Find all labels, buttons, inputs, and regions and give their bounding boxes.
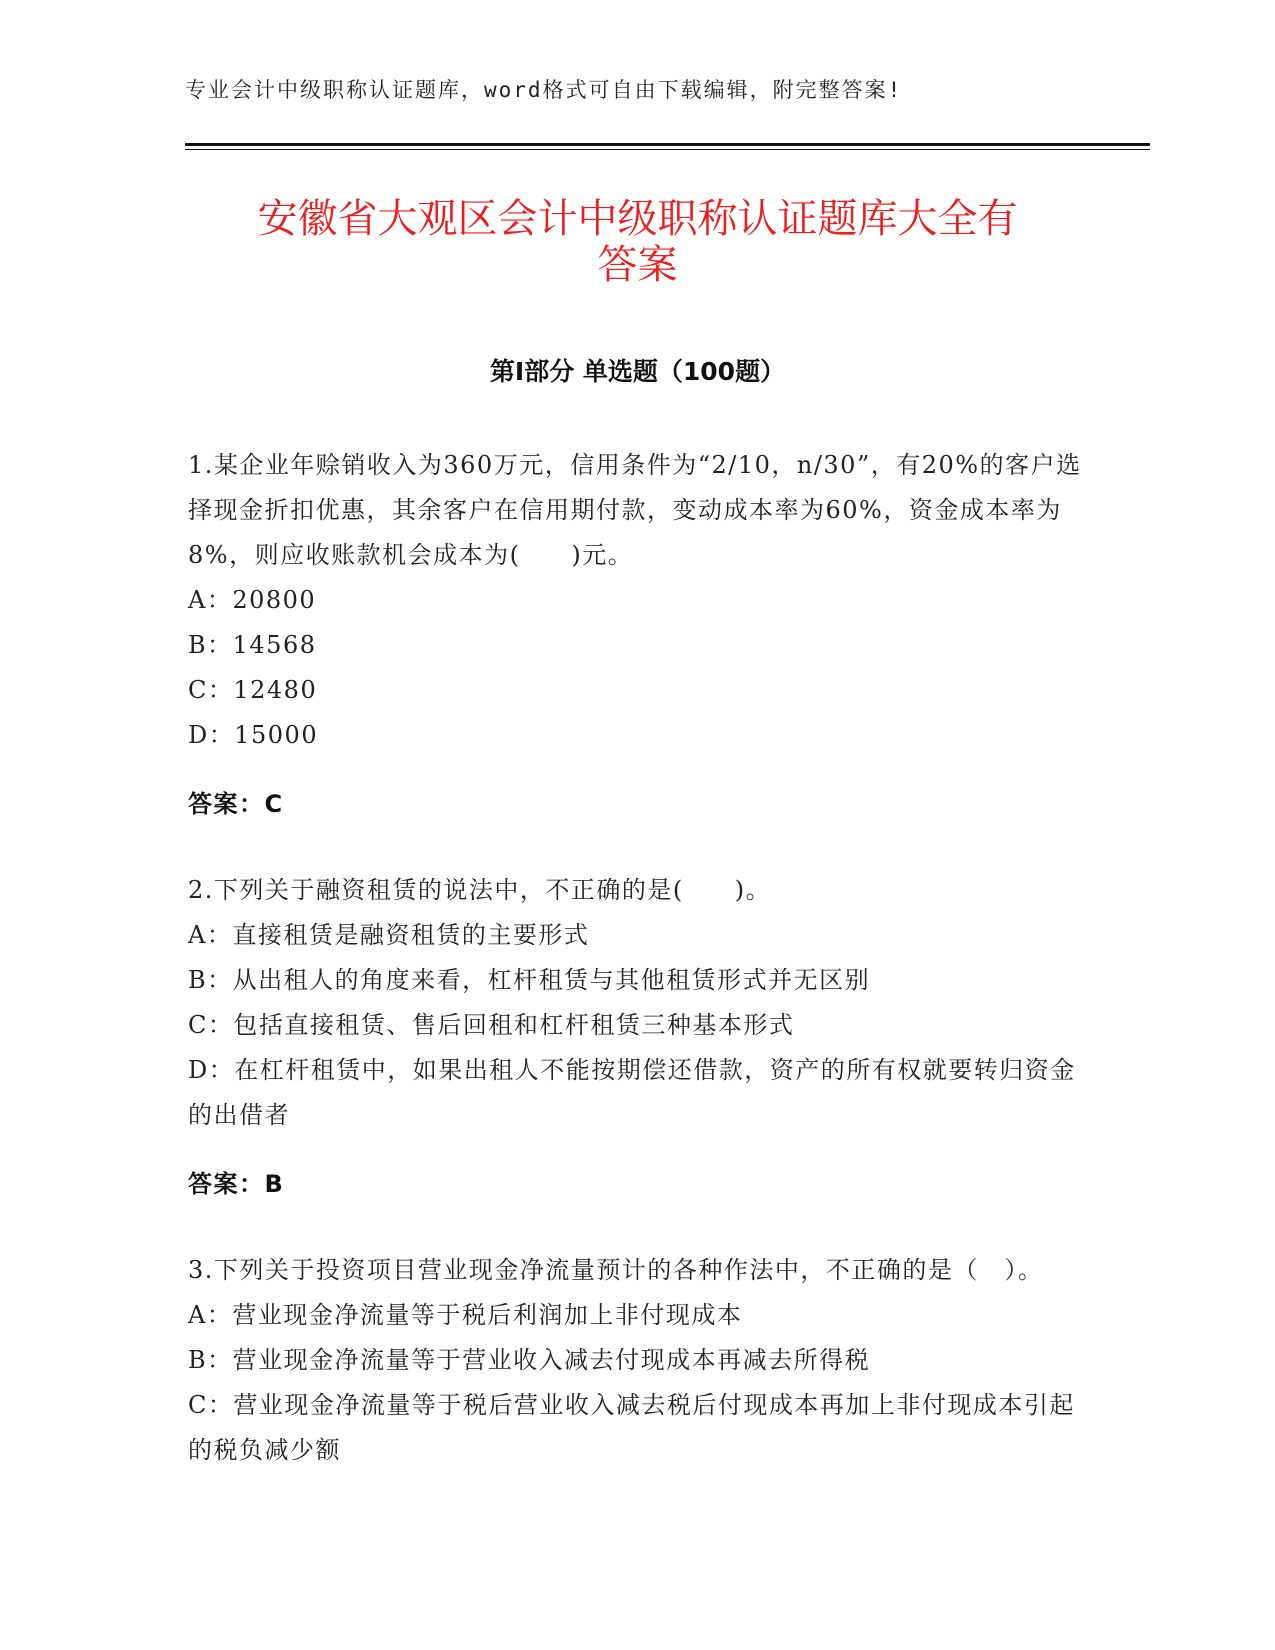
option-b: B：营业现金净流量等于营业收入减去付现成本再减去所得税 [188,1346,871,1374]
option-d: D：在杠杆租赁中，如果出租人不能按期偿还借款，资产的所有权就要转归资金的出借者 [188,1056,1076,1129]
question-stem: 2.下列关于融资租赁的说法中，不正确的是( )。 [188,876,772,904]
section-heading: 第Ⅰ部分 单选题（100题） [489,357,786,386]
option-c: C：12480 [188,676,318,704]
page-header: 专业会计中级职称认证题库，word格式可自由下载编辑，附完整答案! [185,78,903,102]
question-stem: 3.下列关于投资项目营业现金净流量预计的各种作法中，不正确的是（ ）。 [188,1256,1044,1284]
header-rule-thick [185,143,1150,146]
title-line-2: 答案 [597,242,678,288]
option-d: D：15000 [188,721,319,749]
option-a: A：营业现金净流量等于税后利润加上非付现成本 [188,1301,743,1329]
question-list [188,443,1088,1514]
option-c: C：包括直接租赁、售后回租和杠杆租赁三种基本形式 [188,1011,795,1039]
option-b: B：从出租人的角度来看，杠杆租赁与其他租赁形式并无区别 [188,966,871,994]
answer: 答案：B [188,1170,285,1198]
document-title [185,196,1090,288]
header-rule-thin [185,149,1150,150]
question-stem: 1.某企业年赊销收入为360万元，信用条件为“2/10，n/30”，有20%的客户选择现金折扣优惠，其余客户在信用期付款，变动成本率为60%，资金成本率为8%，则应收账款机会成本为( )元。 [188,451,1082,569]
question-3 [188,1248,1088,1473]
option-b: B：14568 [188,631,317,659]
option-a: A：20800 [188,586,317,614]
title-line-1: 安徽省大观区会计中级职称认证题库大全有 [257,196,1018,242]
option-a: A：直接租赁是融资租赁的主要形式 [188,921,590,949]
option-c: C：营业现金净流量等于税后营业收入减去税后付现成本再加上非付现成本引起的税负减少额 [188,1391,1075,1464]
question-1 [188,443,1088,827]
question-2 [188,868,1088,1207]
answer: 答案：C [188,790,284,818]
